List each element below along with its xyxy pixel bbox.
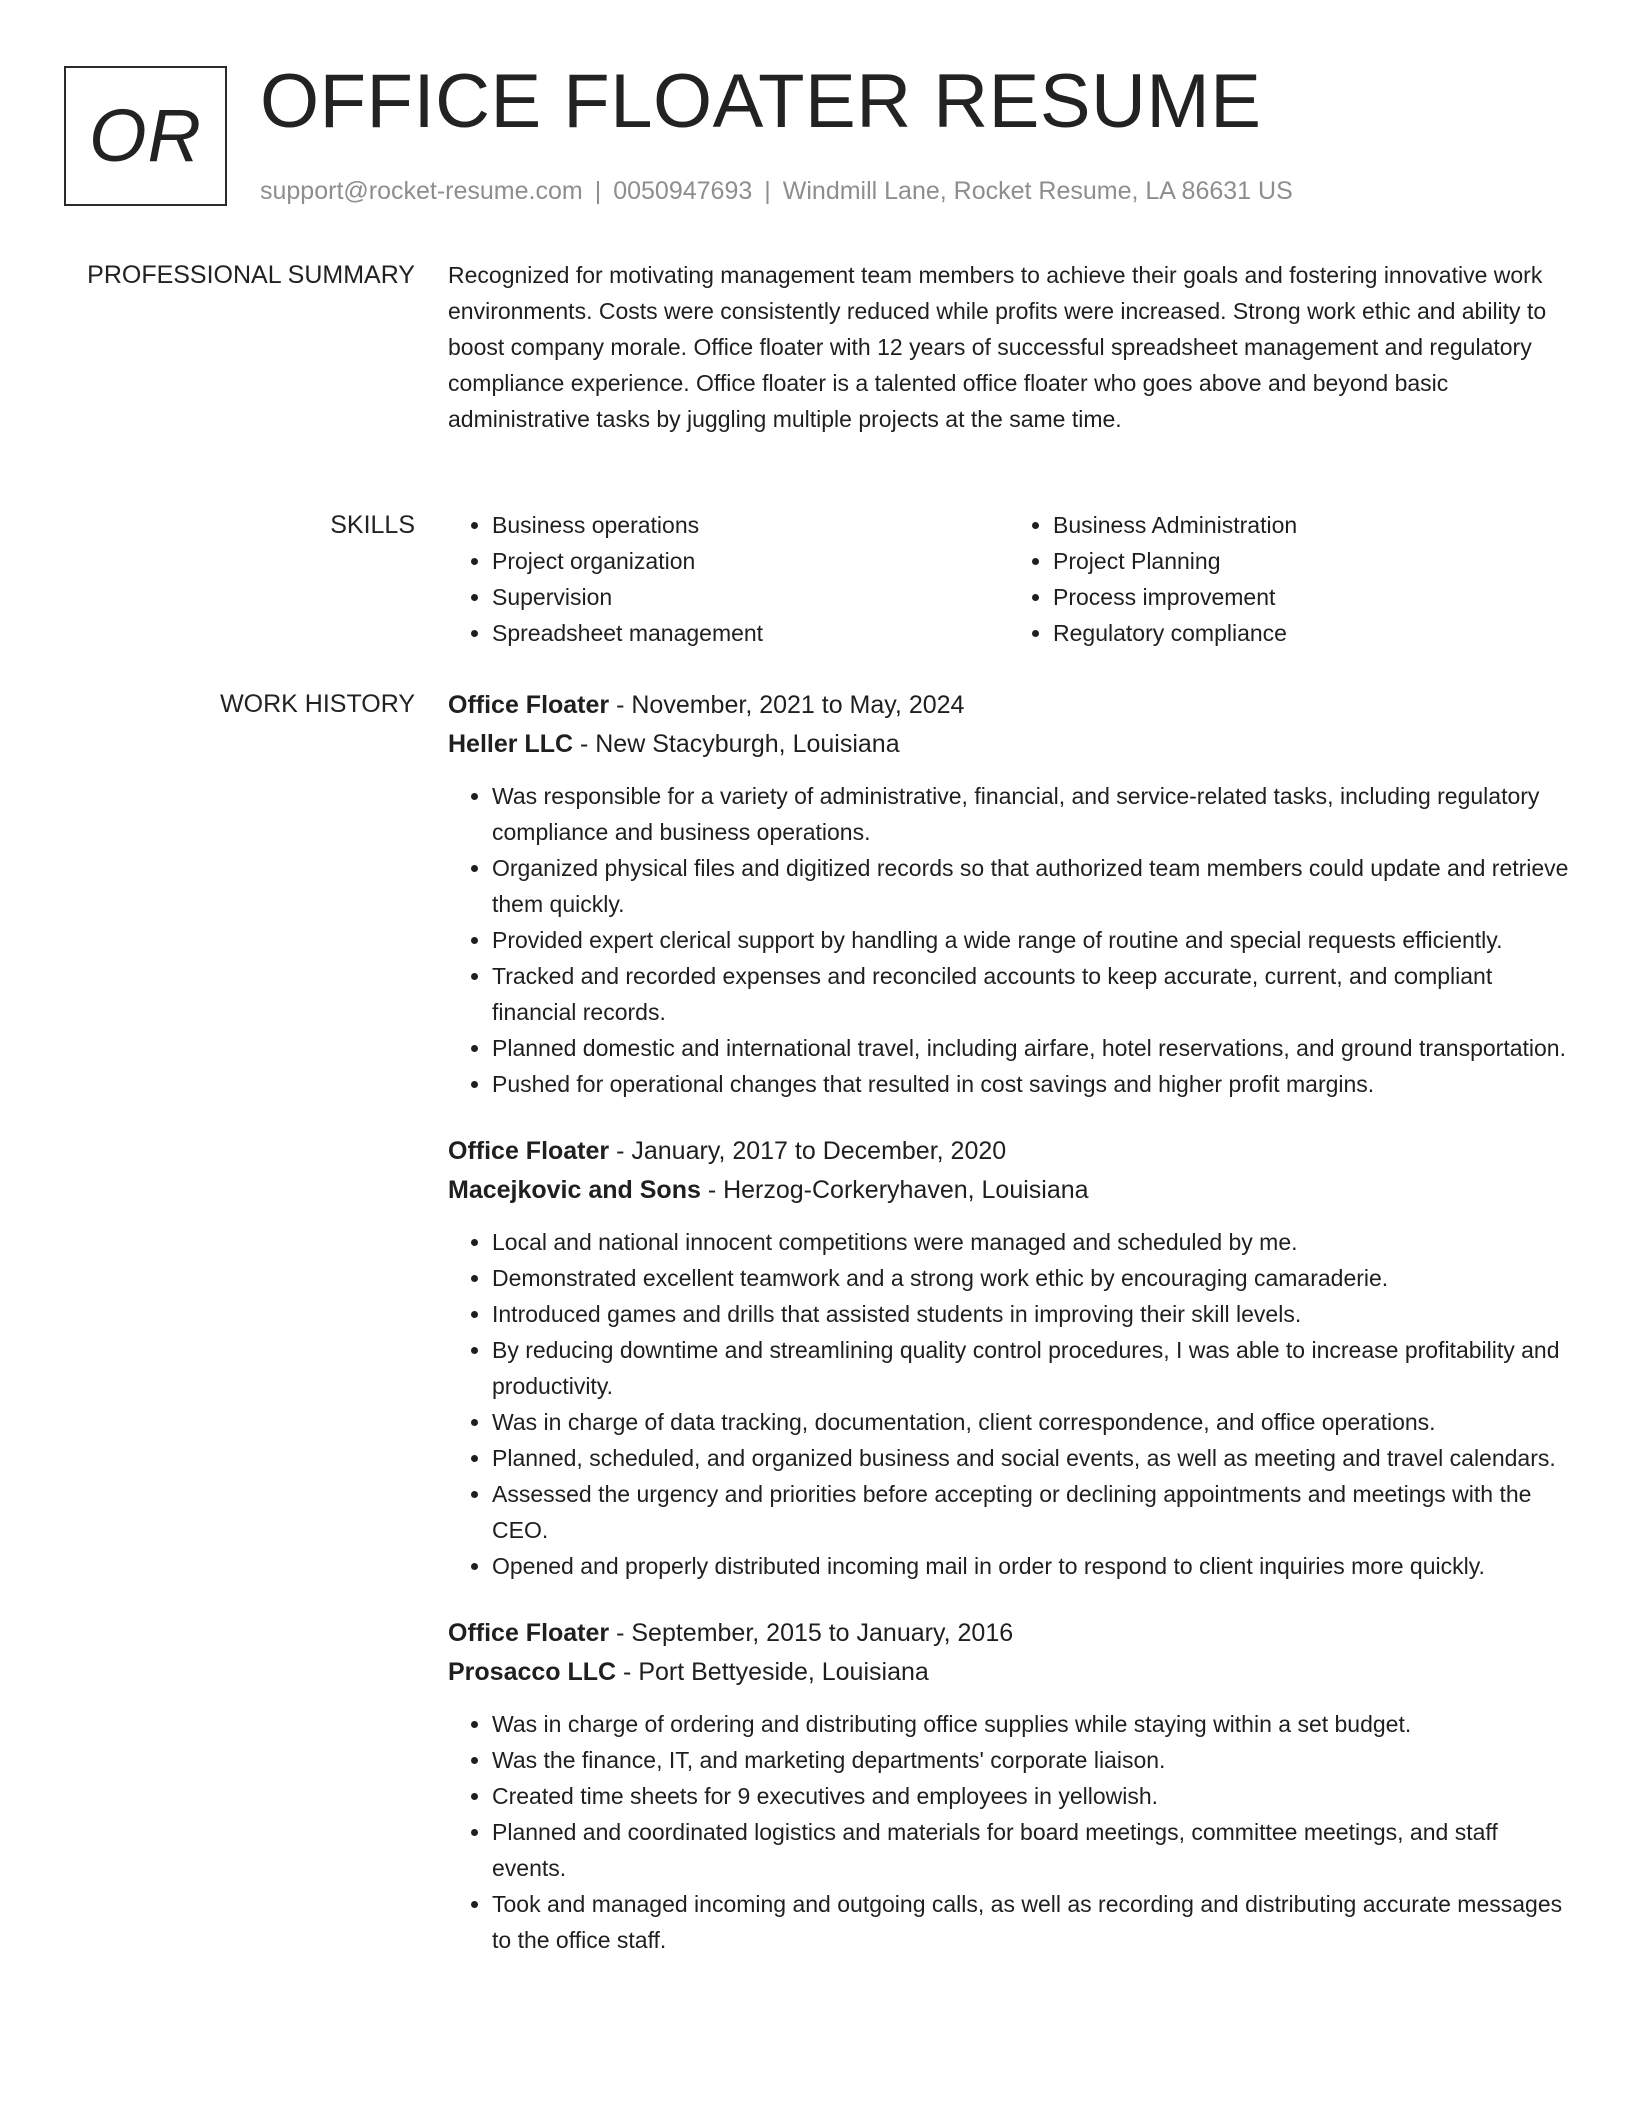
job-bullet: • Opened and properly distributed incoming mail in order to respond to client inquiries more quickly.	[492, 1548, 1570, 1584]
skills-column-right	[1009, 507, 1570, 651]
skills-column-left	[448, 507, 1009, 651]
job-bullet: • Tracked and recorded expenses and reconciled accounts to keep accurate, current, and compliant financial records.	[492, 958, 1570, 1030]
job-title-line	[448, 686, 1570, 724]
job-bullet: • Planned and coordinated logistics and materials for board meetings, committee meetings, and staff events.	[492, 1814, 1570, 1886]
job-bullet: • Was the finance, IT, and marketing departments' corporate liaison.	[492, 1742, 1570, 1778]
job-location: - Port Bettyeside, Louisiana	[616, 1658, 929, 1686]
job-dates: - September, 2015 to January, 2016	[609, 1619, 1014, 1647]
skill-item: • Supervision	[492, 579, 1009, 615]
job-bullet: • Demonstrated excellent teamwork and a strong work ethic by encouraging camaraderie.	[492, 1260, 1570, 1296]
job-bullet: • Assessed the urgency and priorities before accepting or declining appointments and meetings with the CEO.	[492, 1476, 1570, 1548]
job-company-line	[448, 1170, 1570, 1210]
job-bullet: • Local and national innocent competitions were managed and scheduled by me.	[492, 1224, 1570, 1260]
skill-item: • Regulatory compliance	[1053, 615, 1570, 651]
job-company-line	[448, 1652, 1570, 1692]
job-bullet: • Was in charge of ordering and distributing office supplies while staying within a set budget.	[492, 1706, 1570, 1742]
job-bullet: • Planned domestic and international travel, including airfare, hotel reservations, and ground transportation.	[492, 1030, 1570, 1066]
skill-item: • Business operations	[492, 507, 1009, 543]
monogram-text: OR	[89, 94, 202, 177]
job-company: Heller LLC	[448, 730, 574, 758]
job-entry	[448, 1614, 1570, 1958]
skill-item: • Business Administration	[1053, 507, 1570, 543]
job-location: - Herzog-Corkeryhaven, Louisiana	[700, 1176, 1089, 1204]
section-heading-work-history: WORK HISTORY	[220, 690, 415, 718]
job-entry	[448, 686, 1570, 1102]
job-title-line	[448, 1132, 1570, 1170]
section-heading-summary: PROFESSIONAL SUMMARY	[87, 261, 415, 289]
contact-line	[260, 174, 1293, 208]
skill-item: • Project organization	[492, 543, 1009, 579]
job-bullet: • Introduced games and drills that assisted students in improving their skill levels.	[492, 1296, 1570, 1332]
job-location: - New Stacyburgh, Louisiana	[573, 730, 900, 758]
job-company-line	[448, 724, 1570, 764]
contact-separator: |	[594, 177, 602, 205]
contact-separator: |	[764, 177, 771, 205]
job-entry	[448, 1132, 1570, 1584]
skill-item: • Spreadsheet management	[492, 615, 1009, 651]
summary-text: Recognized for motivating management team members to achieve their goals and fostering innovative work environments. Costs were consistently reduced while profits were increased. Strong work ethic and ability to boost company morale. Office floater with 12 years of successful spreadsheet management and regulatory compliance experience. Office floater is a talented office floater who goes above and beyond basic administrative tasks by juggling multiple projects at the same time.	[448, 262, 1547, 432]
job-bullets	[448, 1706, 1570, 1958]
job-bullet: • Provided expert clerical support by handling a wide range of routine and special requests efficiently.	[492, 922, 1570, 958]
job-bullet: • By reducing downtime and streamlining quality control procedures, I was able to increase profitability and productivity.	[492, 1332, 1570, 1404]
contact-address: Windmill Lane, Rocket Resume, LA 86631 US	[782, 177, 1293, 205]
job-bullet: • Took and managed incoming and outgoing calls, as well as recording and distributing accurate messages to the office staff.	[492, 1886, 1570, 1958]
skill-item: • Process improvement	[1053, 579, 1570, 615]
section-heading-skills: SKILLS	[330, 511, 415, 539]
job-bullet: • Was in charge of data tracking, documentation, client correspondence, and office operations.	[492, 1404, 1570, 1440]
job-bullet: • Planned, scheduled, and organized business and social events, as well as meeting and travel calendars.	[492, 1440, 1570, 1476]
skills-grid	[448, 507, 1570, 651]
job-company: Prosacco LLC	[448, 1658, 617, 1686]
job-company: Macejkovic and Sons	[448, 1176, 701, 1204]
work-history-list	[448, 686, 1570, 1988]
job-title: Office Floater	[448, 691, 610, 719]
job-title: Office Floater	[448, 1619, 610, 1647]
job-dates: - January, 2017 to December, 2020	[609, 1137, 1007, 1165]
monogram-logo	[64, 66, 227, 206]
job-bullet: • Pushed for operational changes that resulted in cost savings and higher profit margins.	[492, 1066, 1570, 1102]
job-title-line	[448, 1614, 1570, 1652]
job-bullet: • Created time sheets for 9 executives and employees in yellowish.	[492, 1778, 1570, 1814]
contact-email: support@rocket-resume.com	[260, 177, 583, 205]
skill-item: • Project Planning	[1053, 543, 1570, 579]
job-bullet: • Organized physical files and digitized records so that authorized team members could update and retrieve them quickly.	[492, 850, 1570, 922]
job-dates: - November, 2021 to May, 2024	[609, 691, 965, 719]
job-bullet: • Was responsible for a variety of administrative, financial, and service-related tasks, including regulatory compliance and business operations.	[492, 778, 1570, 850]
job-title: Office Floater	[448, 1137, 610, 1165]
job-bullets	[448, 778, 1570, 1102]
contact-phone: 0050947693	[613, 177, 753, 205]
resume-title: OFFICE FLOATER RESUME	[260, 59, 1262, 144]
job-bullets	[448, 1224, 1570, 1584]
